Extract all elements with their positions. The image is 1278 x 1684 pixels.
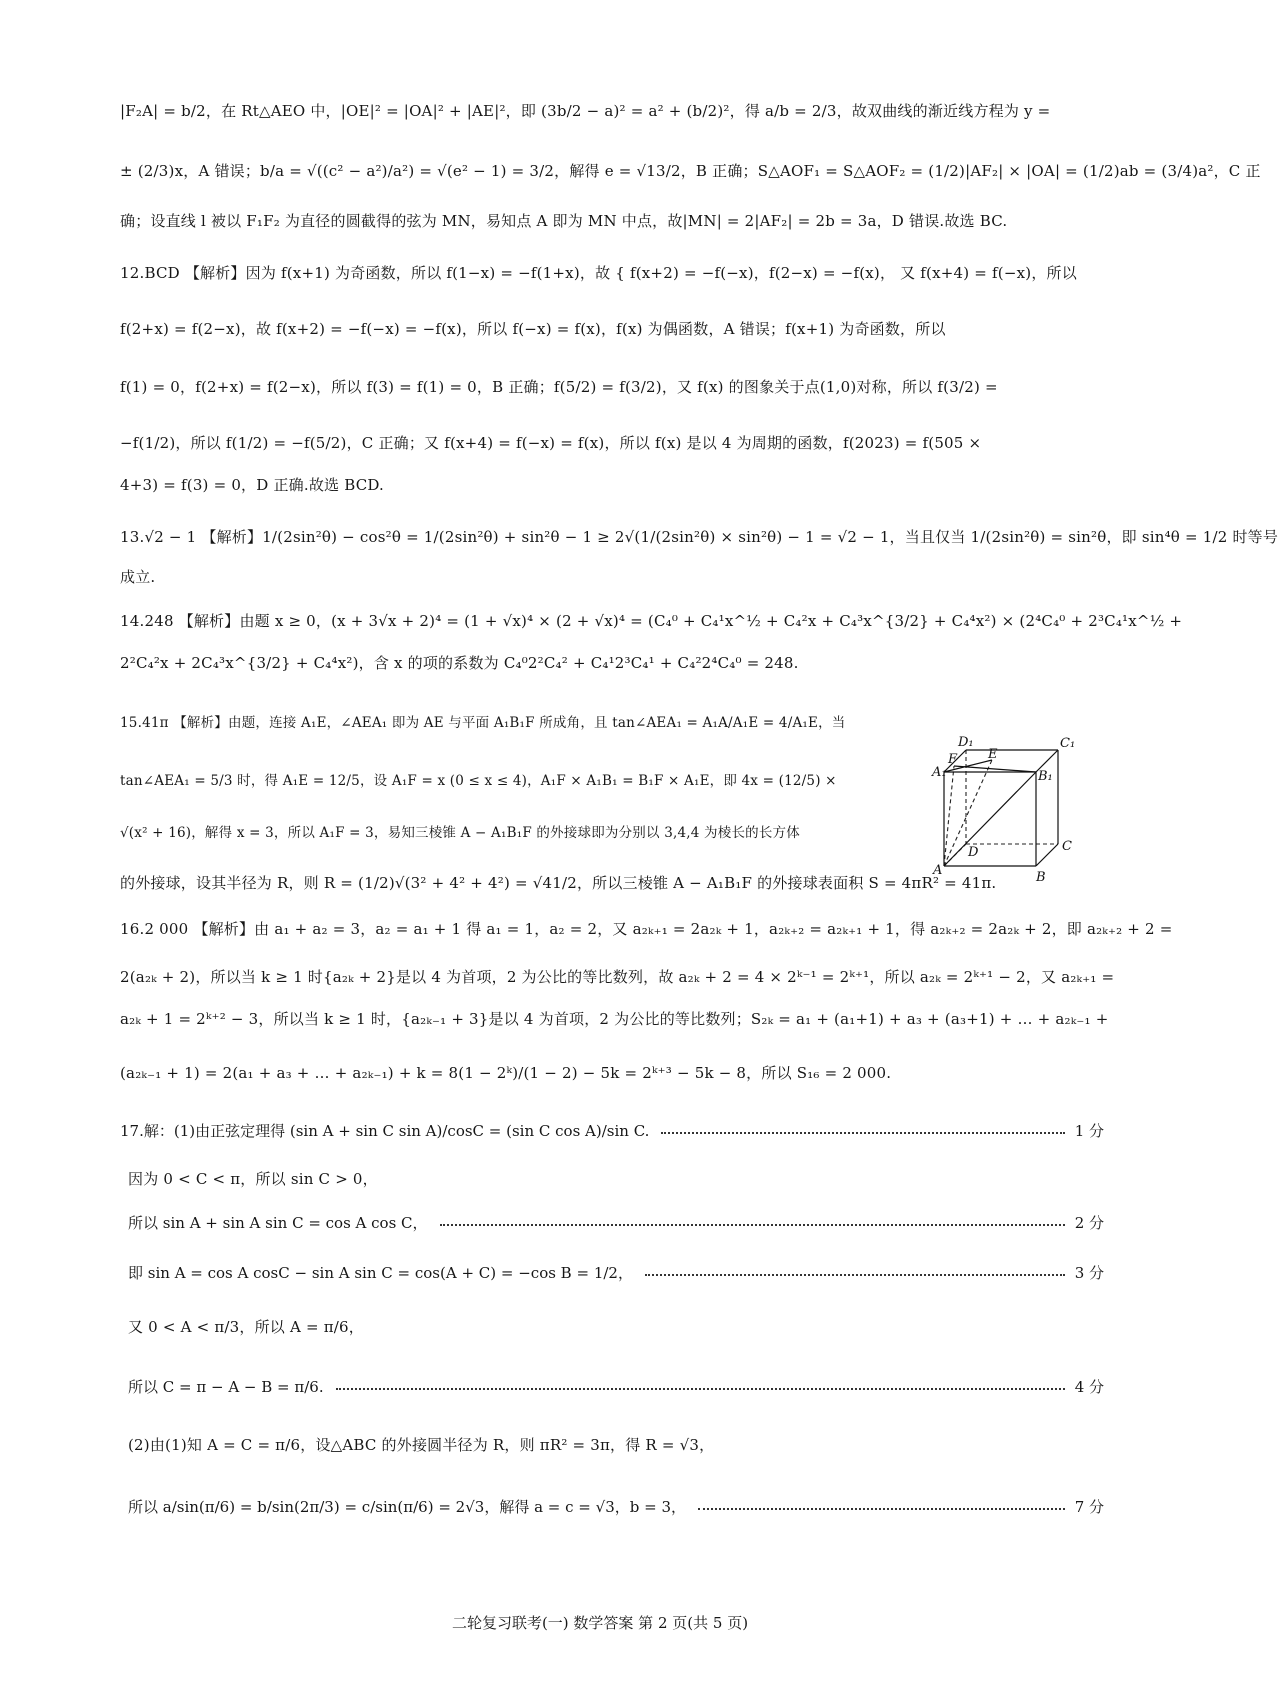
dot-leader bbox=[440, 1224, 1065, 1226]
text-line: 所以 C = π − A − B = π/6. bbox=[128, 1378, 324, 1396]
edge-bc bbox=[1036, 844, 1058, 866]
answer-14-line: 14.248 【解析】由题 x ≥ 0，(x + 3√x + 2)⁴ = (1 + √x)⁴ × (2 + √x)⁴ = (C₄⁰ + C₄¹x^½ + C₄²x + C₄³x^{3/2} + C₄⁴x²) × (2⁴C₄⁰ + 2³C₄¹x^½ + bbox=[120, 612, 1183, 630]
label-c: C bbox=[1062, 839, 1072, 854]
label-c1: C₁ bbox=[1060, 736, 1076, 751]
label-d1: D₁ bbox=[958, 735, 974, 750]
text-line: 因为 0 < C < π，所以 sin C > 0， bbox=[128, 1170, 378, 1188]
text-line: 所以 a/sin(π/6) = b/sin(2π/3) = c/sin(π/6) = 2√3，解得 a = c = √3，b = 3， bbox=[128, 1498, 686, 1516]
text-line: √(x² + 16)，解得 x = 3，所以 A₁F = 3，易知三棱锥 A − A₁B₁F 的外接球即为分别以 3,4,4 为棱长的长方体 bbox=[120, 825, 800, 841]
text-line: a₂ₖ + 1 = 2ᵏ⁺² − 3，所以当 k ≥ 1 时，{a₂ₖ₋₁ + 3}是以 4 为首项，2 为公比的等比数列；S₂ₖ = a₁ + (a₁+1) + a₃ + (a₃+1) + … + a₂ₖ₋₁ + bbox=[120, 1010, 1109, 1028]
score-points: 4 分 bbox=[1074, 1378, 1104, 1396]
scoring-line bbox=[0, 1496, 1104, 1518]
text-line: 2²C₄²x + 2C₄³x^{3/2} + C₄⁴x²)，含 x 的项的系数为 C₄⁰2²C₄² + C₄¹2³C₄¹ + C₄²2⁴C₄⁰ = 248. bbox=[120, 654, 799, 672]
score-points: 7 分 bbox=[1074, 1498, 1104, 1516]
answer-13-line: 13.√2 − 1 【解析】1/(2sin²θ) − cos²θ = 1/(2sin²θ) + sin²θ − 1 ≥ 2√(1/(2sin²θ) × sin²θ) − 1 = √2 − 1，当且仅当 1/(2sin²θ) = sin²θ，即 sin⁴θ = 1/2 时等号 bbox=[120, 528, 1278, 546]
text-line: 所以 sin A + sin A sin C = cos A cos C， bbox=[128, 1214, 428, 1232]
scoring-line bbox=[0, 1262, 1104, 1284]
label-a: A bbox=[933, 863, 943, 878]
text-line: 又 0 < A < π/3，所以 A = π/6， bbox=[128, 1318, 364, 1336]
text-line: 4+3) = f(3) = 0，D 正确.故选 BCD. bbox=[120, 476, 385, 494]
answer-15-line: 15.41π 【解析】由题，连接 A₁E，∠AEA₁ 即为 AE 与平面 A₁B₁F 所成角，且 tan∠AEA₁ = A₁A/A₁E = 4/A₁E，当 bbox=[120, 715, 846, 731]
score-points: 1 分 bbox=[1074, 1122, 1104, 1140]
label-d: D bbox=[968, 845, 979, 860]
label-b1: B₁ bbox=[1038, 769, 1053, 784]
edge-af bbox=[944, 766, 954, 866]
text-line: tan∠AEA₁ = 5/3 时，得 A₁E = 12/5，设 A₁F = x (0 ≤ x ≤ 4)，A₁F × A₁B₁ = B₁F × A₁E，即 4x = (12/5) × bbox=[120, 773, 837, 789]
scoring-line bbox=[0, 1376, 1104, 1398]
scoring-line bbox=[0, 1212, 1104, 1234]
label-e: E bbox=[988, 747, 998, 762]
text-line: 即 sin A = cos A cosC − sin A sin C = cos(A + C) = −cos B = 1/2， bbox=[128, 1264, 633, 1282]
answer-16-line: 16.2 000 【解析】由 a₁ + a₂ = 3，a₂ = a₁ + 1 得 a₁ = 1，a₂ = 2，又 a₂ₖ₊₁ = 2a₂ₖ + 1，a₂ₖ₊₂ = a₂ₖ₊₁ + 1，得 a₂ₖ₊₂ = 2a₂ₖ + 2，即 a₂ₖ₊₂ + 2 = bbox=[120, 920, 1173, 938]
text-line: |F₂A| = b/2，在 Rt△AEO 中，|OE|² = |OA|² + |AE|²，即 (3b/2 − a)² = a² + (b/2)²，得 a/b = 2/3，故双曲线的渐近线方程为 y = bbox=[120, 102, 1051, 120]
score-points: 3 分 bbox=[1074, 1264, 1104, 1282]
score-points: 2 分 bbox=[1074, 1214, 1104, 1232]
dot-leader bbox=[698, 1508, 1065, 1510]
page-footer: 二轮复习联考(一) 数学答案 第 2 页(共 5 页) bbox=[451, 1614, 749, 1632]
label-f: F bbox=[948, 752, 958, 767]
text-line: 成立. bbox=[120, 568, 156, 586]
text-line: 2(a₂ₖ + 2)，所以当 k ≥ 1 时{a₂ₖ + 2}是以 4 为首项，2 为公比的等比数列，故 a₂ₖ + 2 = 4 × 2ᵏ⁻¹ = 2ᵏ⁺¹，所以 a₂ₖ = 2ᵏ⁺¹ − 2，又 a₂ₖ₊₁ = bbox=[120, 968, 1115, 986]
cube-figure bbox=[934, 736, 1104, 886]
dot-leader bbox=[645, 1274, 1065, 1276]
text-line: 的外接球，设其半径为 R，则 R = (1/2)√(3² + 4² + 4²) = √41/2，所以三棱锥 A − A₁B₁F 的外接球表面积 S = 4πR² = 41π. bbox=[120, 874, 997, 892]
answer-17-line: 17.解：(1)由正弦定理得 (sin A + sin C sin A)/cosC = (sin C cos A)/sin C. bbox=[120, 1122, 650, 1140]
answer-12-line: 12.BCD 【解析】因为 f(x+1) 为奇函数，所以 f(1−x) = −f(1+x)，故 { f(x+2) = −f(−x)，f(2−x) = −f(x)， 又 f(x+4) = f(−x)，所以 bbox=[120, 264, 1077, 282]
edge-ab1 bbox=[944, 772, 1036, 866]
text-line: f(1) = 0，f(2+x) = f(2−x)，所以 f(3) = f(1) = 0，B 正确；f(5/2) = f(3/2)，又 f(x) 的图象关于点(1,0)对称，所以 f(3/2) = bbox=[120, 378, 998, 396]
dot-leader bbox=[661, 1132, 1064, 1134]
text-line: ± (2/3)x，A 错误；b/a = √((c² − a²)/a²) = √(e² − 1) = 3/2，解得 e = √13/2，B 正确；S△AOF₁ = S△AOF₂ = (1/2)|AF₂| × |OA| = (1/2)ab = (3/4)a²，C 正 bbox=[120, 162, 1261, 180]
text-line: f(2+x) = f(2−x)，故 f(x+2) = −f(−x) = −f(x)，所以 f(−x) = f(x)，f(x) 为偶函数，A 错误；f(x+1) 为奇函数，所以 bbox=[120, 320, 946, 338]
text-line: 确；设直线 l 被以 F₁F₂ 为直径的圆截得的弦为 MN，易知点 A 即为 MN 中点，故|MN| = 2|AF₂| = 2b = 3a，D 错误.故选 BC. bbox=[120, 212, 1008, 230]
text-line: (a₂ₖ₋₁ + 1) = 2(a₁ + a₃ + … + a₂ₖ₋₁) + k = 8(1 − 2ᵏ)/(1 − 2) − 5k = 2ᵏ⁺³ − 5k − 8，所以 S₁₆ = 2 000. bbox=[120, 1064, 892, 1082]
label-b: B bbox=[1036, 870, 1046, 885]
label-a1: A₁ bbox=[932, 765, 947, 780]
text-line: (2)由(1)知 A = C = π/6，设△ABC 的外接圆半径为 R，则 πR² = 3π，得 R = √3， bbox=[128, 1436, 715, 1454]
scoring-line bbox=[0, 1120, 1104, 1142]
text-line: −f(1/2)，所以 f(1/2) = −f(5/2)，C 正确；又 f(x+4) = f(−x) = f(x)，所以 f(x) 是以 4 为周期的函数，f(2023) = f(505 × bbox=[120, 434, 982, 452]
dot-leader bbox=[336, 1388, 1065, 1390]
